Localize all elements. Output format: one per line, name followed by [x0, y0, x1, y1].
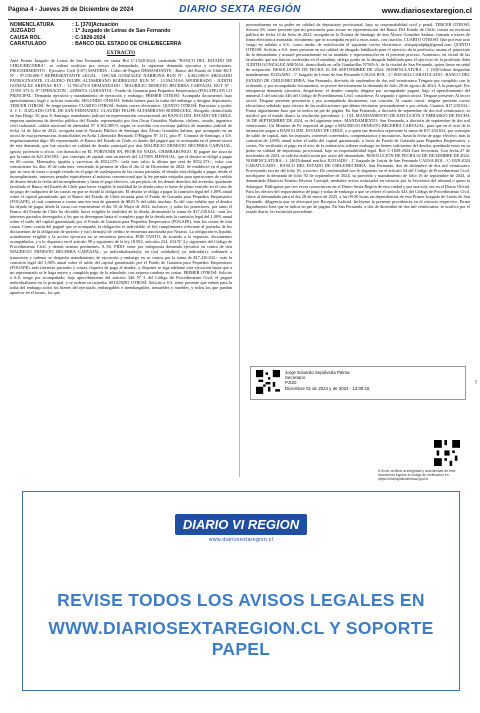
column-divider — [239, 22, 240, 477]
case-row: NOMENCLATURA : 1. [370]Actuación — [10, 22, 119, 28]
case-row: JUZGADO : 1º Juzgado de Letras de San Fernando — [10, 28, 171, 35]
extract-title: EXTRACTO — [106, 50, 136, 56]
newspaper-logo — [23, 514, 459, 543]
verification-note: A fin de verificar la integridad y autenticidad de este documento ingrese el código de verificación en https://oficinajudicialvirtual.pjud.cl — [378, 469, 456, 482]
website-link[interactable]: www.diariosextaregion.cl — [381, 6, 472, 15]
signer-name: Jorge Eduardo Sepúlveda Palma — [285, 370, 350, 375]
page-header — [8, 4, 472, 16]
signer-role: Secretario — [285, 375, 306, 381]
header-divider — [8, 19, 472, 20]
page-date: Página 4 - Jueves 26 de Diciembre de 2024 — [8, 6, 134, 13]
qr-code-icon — [256, 370, 280, 394]
verification-qr-icon — [434, 440, 460, 466]
newspaper-title: DIARIO SEXTA REGIÓN — [179, 4, 301, 15]
case-row: CAUSA ROL : C-1828-2024 — [10, 34, 106, 41]
signature-box — [250, 366, 466, 400]
signature-text — [285, 370, 369, 391]
signer-org: PJUD — [285, 380, 297, 386]
notice-body-left: Ante Primer Juzgado de Letras de San Fernando, en causa Rol C-1.828-2024, caratulada "BANCO DEL ESTADO DE CHILE/BECERRA", se ordenó notificar por avisos el demandado, la siguiente demanda ejecutiva y resoluciones. PROCEDIMIENTO : Ejecutivo Civil (C07) MATERIA : Cobro de Pagaré DEMANDANTE : Banco del Estado de Chile RUT Nº : 97.030.000-7 REPRESENTANTE LEGAL : OSCAR GONZALEZ NARBONA RUN Nº : 6.362.085-9 ABOGADO PATROCINANTE: CLAUDIO FELIPE ALTAMIRANO RODRIGUEZ RUN Nº : 13.594.510-6 APODERADO : JUDITH GONZALEZ ARENAS RUT : 11.780.473-9 DEMANDADO : MAURICIO ERNESTO BECERRA CARVAJAL RUT Nº : 15.991.372-5; Nº OPERACION : 24396074. GARANTIA : Fondo de Garantía para Pequeños Empresarios (FOGAPE) EN LO PRINCIPAL: Demanda ejecutiva y mandamiento de ejecución y embargo; PRIMER OTROSÍ: Acompaña documentos bajo apercibimiento legal y solicita custodia; SEGUNDO OTROSÍ: Señala bienes para la traba del embargo y designa depositario; TERCER OTROSÍ: Se tenga presente; CUARTO OTROSÍ: Señala correo electrónico; QUINTO OTROSÍ: Patrocinio y poder. S. J. L. JUZGADO CIVIL DE SAN FERNANDO. CLAUDIO FELIPE ALTAMIRANO RODRIGUEZ, Abogado, domiciliado en San Diego 30, piso 8, Santiago, mandatario judicial en representación convencional del BANCO DEL ESTADO DE CHILE, empresa autónoma de derecho público del Estado, representado por don Oscar González Narbona, chileno, casado, ingeniero civil industrial, cédula nacional de identidad Nº 6.362.085-9, según se acredita con escritura pública de mandato judicial de fecha 14 de Julio de 2022, otorgada ante el Notario Público de Santiago don Álvaro González Salinas, que acompaño en un otrosí de esta presentación, domiciliados en Avda. Libertador Bernardo O'Higgins Nº 1111, piso 8º, Comuna de Santiago, a US. respetuosamente digo: Mi representado, el Banco del Estado de Chile, es dueño del pagaré que se acompaña en el primer otrosí de esta demanda, que fue suscrito en calidad de deudor principal por don MAURICIO ERNESTO BECERRA CARVAJAL, ignoro profesión u oficio, con domicilio en EL PORVENIR SN, PEOR ES NADA, CHIMBARONGO. El pagaré fue suscrito por la suma de $21.200.593.-, por concepto de capital, más un interés del 1,4700% MENSUAL, que el deudor se obligó a pagar en 60 cuotas. Mensuales, iguales y sucesivas de $552.075.- cada una, salvo la última que será de $552.373.-, valor con vencimiento los días 10 de cada mes, venciendo la primera de ellas el día 12 de Diciembre de 2022. Se estableció en el pagaré que en caso de mora o simple retardo en el pago de cualesquiera de las cuotas pactadas, el deudor está obligado a pagar, desde el incumplimiento, intereses penales equivalentes al máximo convencional que la ley permita estipular para operaciones de crédito de dinero desde la fecha del incumplimiento y hasta el pago efectivo, sin perjuicio de los demás derechos del acreedor, quedando facultado el Banco del Estado de Chile para hacer exigible la totalidad de la deuda como si fuese de plazo vencido en el caso de no pago de cualquiera de las cuotas en que se divide la obligación. El deudor se obliga a pagar la comisión legal del 1,00% anual sobre el capital garantizado que el Banco del Estado de Chile recauda para el Fondo de Garantía para Pequeños Empresarios (FOGAPE), el cual comienza a contar una vez tasa de garantía de $820 % del saldo insoluto. Es del caso señalar que el deudor ha dejado de pagar desde la cuota con vencimiento el día 10 de Mayo de 2024, inclusive, y todas las posteriores, por tanto el Banco del Estado de Chile ha decidido hacer exigible la totalidad de la deuda, alcanzando la suma de $17.230.632.- más los intereses pactados devengados y los que se devenguen hasta el completo pago de la deuda más la comisión legal del 1,00% anual sobre el saldo del capital garantizado por el Fondo de Garantía para Pequeños Empresarios (FOGAPE), más las costas de esta causa. Como consta del pagaré que se acompaña, la obligación es indivisible, el fiel cumplimiento relevante al portador de los documentos de la obligación de protesto y (sic) firma(s) de crédito se encuentra autorizada por Notario. La obligación es líquida, actualmente exigible y la acción ejecutiva no se encuentra prescrita. POR TANTO, de acuerdo a lo expuesto, documentos acompañados, y a lo dispuesto en el artículo 98 y siguientes de la ley 18.092, artículos 234, 434 Nº 4 y siguientes del Código de Procedimiento Civil, y demás normas pertinentes. A SS. PIDO: tener por interpuesta demanda ejecutiva en contra de don MAURICIO ERNESTO BECERRA CARVAJAL, ya individualizado(s), en (su) calidad(es) ya indicada(s), ordenarle a trasmisión y ordenar se despache mandamiento de ejecución y embargo en su contra por la suma de $17.230.632.-, más la comisión legal del 1,00% anual sobre el saldo del capital garantizado por el Fondo de Garantía para Pequeños Empresarios (FOGAPE), más intereses pactados y costas, requerir de pago al deudor, y disponer se siga adelante esta ejecución hasta que a mi representado se le haga entero y cumplido pago de lo adeudado, con expresa condena en costas. PRIMER OTROSÍ: Solicito a S.S. tenga por acompañado, bajo apercibimiento del artículo 346 Nº 3 del Código de Procedimiento Civil, el pagaré individualizado en lo principal, y se ordene su custodia. SEGUNDO OTROSÍ: Solicito a S.S. tener presente que señalo para la traba del embargo todos los bienes del ejecutado, embargables e inembargables, inmuebles y muebles, y todos los que puedan aparecer en el futuro, los que — [10, 57, 232, 295]
logo-badge: DIARIO VI REGION — [175, 514, 307, 535]
signature-date: Diciembre 02 de 2024 y de 2024 - 13:09:15 — [285, 385, 370, 391]
ad-line-2: WWW.DIARIOSEXTAREGION.CL Y SOPORTE PAPEL — [48, 618, 434, 659]
case-row: CARATULADO : BANCO DEL ESTADO DE CHILE/BECERRA — [10, 41, 182, 48]
case-info — [10, 22, 232, 48]
legal-ads-banner — [22, 491, 460, 691]
ad-line-1: REVISE TODOS LOS AVISOS LEGALES EN — [57, 590, 425, 610]
notice-right-column — [246, 22, 470, 352]
side-code: ••• — [474, 380, 478, 384]
notice-body-right: personalmente en su poder en calidad de depositario provisional, bajo su responsabilidad civil y penal. TERCER OTROSÍ: Sírvase SS. tener presente que mi personería para actuar en representación del Banco Del Estado de Chile, consta en escritura pública de fecha 14 de Julio de 2022, otorgada en la Notaría de Santiago de don Álvaro González Salinas, firmada a través de firma electrónica avanzada, documento que se acompaña en pdf a estos autos, con citación. CUARTO OTROSÍ: Que por este acto vengo en señalar a S.S., como medio de notificación el siguiente correo electrónico: altequijudiphp@gmail.com QUINTO OTROSÍ: Solicito a S.S. tener presente en mi calidad de abogado habilitado para el ejercicio de la profesión, asumo el patrocinio de la demandante y actuaré personalmente en su mandato y representación en el presente proceso. Asimismo, en virtud de las facultades que me fueron conferidas en el mandato, delego poder en la abogada habilitada para el ejercicio de la profesión doña JUDITH GONZALEZ ARENAS, domiciliada en calle Gandarillas Nº565-A, de la ciudad de San Fernando, quien firma en señal de aceptación. RESOLUCIÓN DE FECHA 16 DE SEPTIEMBRE DE 2024: NOMENCLATURA : 1. [63]Ordena despachar mandamiento JUZGADO : 1º Juzgado de Letras de San Fernando CAUSA ROL : C-1828-2024 CARATULADO : BANCO DEL ESTADO DE CHILE/BECERRA. San Fernando, dieciséis de septiembre de dos mil veinticuatro Téngase por cumplido con lo ordenado, y por acompañado documentos, se provee derechamente la demanda de folio 28 de agosto de 2024. A lo principal: Por interpuesta demanda ejecutiva, despáchese, el deudor cumpla; téngase por acompañado pagaré, bajo el apercibimiento del numeral 3 del artículo 346 del Código de Procedimiento Civil, custodiese; Al segundo y quinto otrosí: Téngase presente; Al tercer otrosí: Téngase presente personería y por acompañado documento, con citación; Al cuarto otrosí: téngase presente correo electrónico señalado para efectos de las notificaciones que deban efectuarse personalmente o por cédula. Cuantía: $17.230.632.- Firma digitalmente Juez que se indica en pie de página. En San Fernando, a dieciséis de septiembre de dos mil veinticuatro, se notificó por el estado diario, la resolución precedente. [...] EL MANDAMIENTO DE EJECUCIÓN Y EMBARGO DE FECHA 16 DE SEPTIEMBRE DE 2024, es del siguiente tenor: MANDAMIENTO: San Fernando, a dieciséis de septiembre de dos mil veinticuatro. Un Ministro de Fe requerirá de pago a MAURICIO ERNESTO BECERRA CARVAJAL, para que en el acto de la intimación pague a BANCO DEL ESTADO DE CHILE, o a quien sus derechos represente la suma de $17.230.632, por concepto de saldo de capital, más los reajustes, intereses convenidos, compensatorios y moratorios, hasta la fecha de pago efectivo, más la comisión de 1,00% anual sobre el saldo del capital garantizado, a favor de Fondo de Garantía para Pequeños Empresarios, y costas. No verificado el pago en el acto de la intimación, trábese embargo en bienes suficientes del deudor, quedando estos en su poder en calidad de depositario provisional, bajo su responsabilidad legal. Rol: C-1828-2024 Juez Secretaria. Con fecha 27 de noviembre de 2024, se solicita notificación por aviso del demandado. RESOLUCIÓN DE FECHA 02 DE DICIEMBRE DE 2024: NOMENCLATURA : 1. [40]Tribunal notificó JUZGADO : 1º Juzgado de Letras de San Fernando CAUSA ROL : C-1828-2024 CARATULADO : BANCO DEL ESTADO DE CHILE/BECERRA. San Fernando, dos de diciembre de dos mil veinticuatro Proveyendo escrito del folio 16, a escrito: De conformidad con lo dispuesto en el artículo 54 del Código de Procedimiento Civil, notifíquese la demanda de folio 92 de septiembre de 2024, su proveído y mandamiento de folio 16 de septiembre de 2024, al demandado Mauricio Ernesto Becerra Carvajal, mediante avisos redactados en extracto por la Secretaría del tribunal o quien la Subrogue. Publíquese por tres veces consecutivas en el Diario Sexta Región de esta ciudad y por una sola vez en el Diario Oficial. Para los efectos del requerimiento de pago y traba de embargo a que se refiere el artículo 443 del Código de Procedimiento Civil, cítese al demandado para el día 28 de enero de 2025, a las 09:30 horas en dependencias de este Primer Juzgado de Letras de San Fernando, diligencia que se efectuará por Receptor Judicial. Inclúyase la presente providencia en el extracto respectivo. Firma digitalmente Juez que se indica en pie de página. En San Fernando, a dos de diciembre de dos mil veinticuatro, se notificó por el estado diario, la resolución precedente. — [246, 22, 470, 214]
logo-url[interactable]: www.diariosextaregion.cl — [208, 537, 274, 543]
notice-left-column — [10, 22, 232, 474]
